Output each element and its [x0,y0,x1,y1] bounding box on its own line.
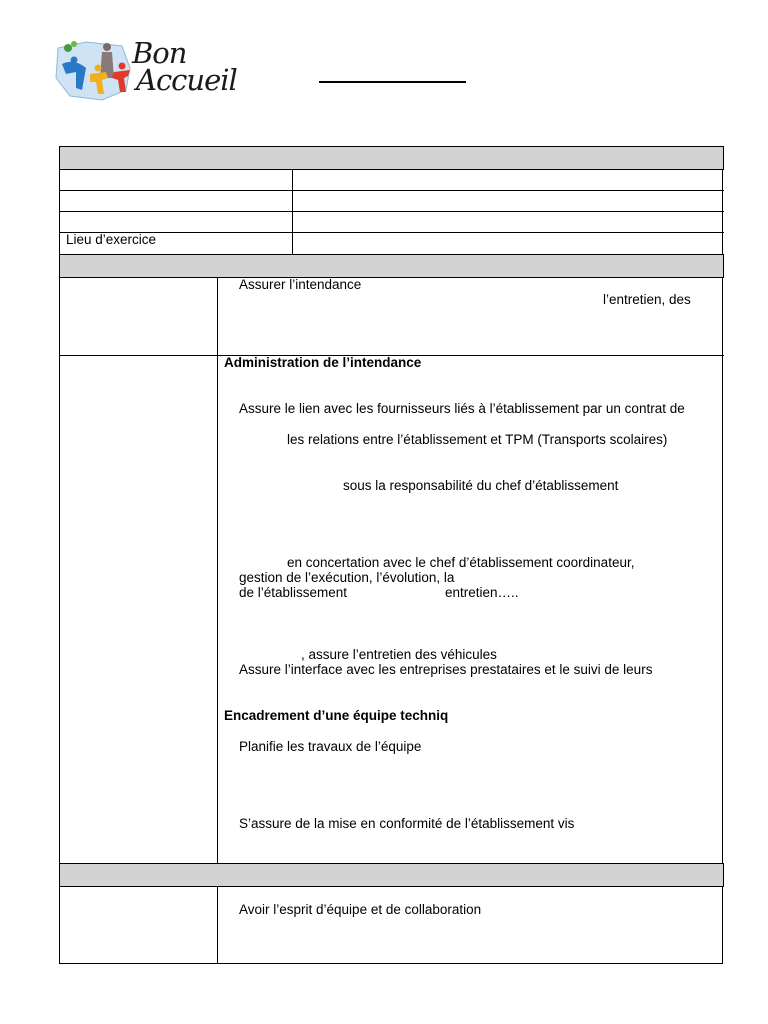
info-row-divider [59,211,724,212]
missions-column-divider [217,278,218,863]
admin-task-text: en concertation avec le chef d’établissement coordinateur, [287,555,635,570]
logo-text-line2: Accueil [136,63,237,97]
team-task-text: Planifie les travaux de l’équipe [239,739,422,754]
info-row-divider [59,232,724,233]
families-illustration-icon [52,38,134,102]
section-header-skills [59,863,724,887]
admin-task-text: Assure l’interface avec les entreprises prestataires et le suivi de leurs [239,662,653,677]
main-mission-text: l’entretien, des [603,292,691,307]
main-mission-text: Assurer l’intendance [239,277,362,292]
admin-task-text: les relations entre l’établissement et TPM (Transports scolaires) [287,432,668,447]
info-row-divider [59,190,724,191]
admin-task-text: Assure le lien avec les fournisseurs liés à l’établissement par un contrat de [239,401,685,416]
place-of-work-label: Lieu d’exercice [66,232,157,247]
admin-heading: Administration de l’intendance [224,355,422,370]
skills-column-divider [217,887,218,964]
logo-text-line1: Bon [132,36,187,70]
admin-task-text: entretien….. [445,585,519,600]
team-task-text: S’assure de la mise en conformité de l’établissement vis [239,816,575,831]
title-underline [319,81,466,83]
team-heading: Encadrement d’une équipe techniq [224,708,449,723]
admin-task-text: gestion de l’exécution, l’évolution, la [239,570,455,585]
section-header-missions [59,254,724,278]
admin-task-text: sous la responsabilité du chef d’établissement [343,478,619,493]
bon-accueil-logo [52,38,237,102]
admin-task-text: , assure l’entretien des véhicules [301,647,497,662]
skill-text: Avoir l’esprit d’équipe et de collaboration [239,902,482,917]
info-column-divider [292,170,293,254]
section-header-identification [59,146,724,170]
admin-task-text: de l’établissement [239,585,348,600]
